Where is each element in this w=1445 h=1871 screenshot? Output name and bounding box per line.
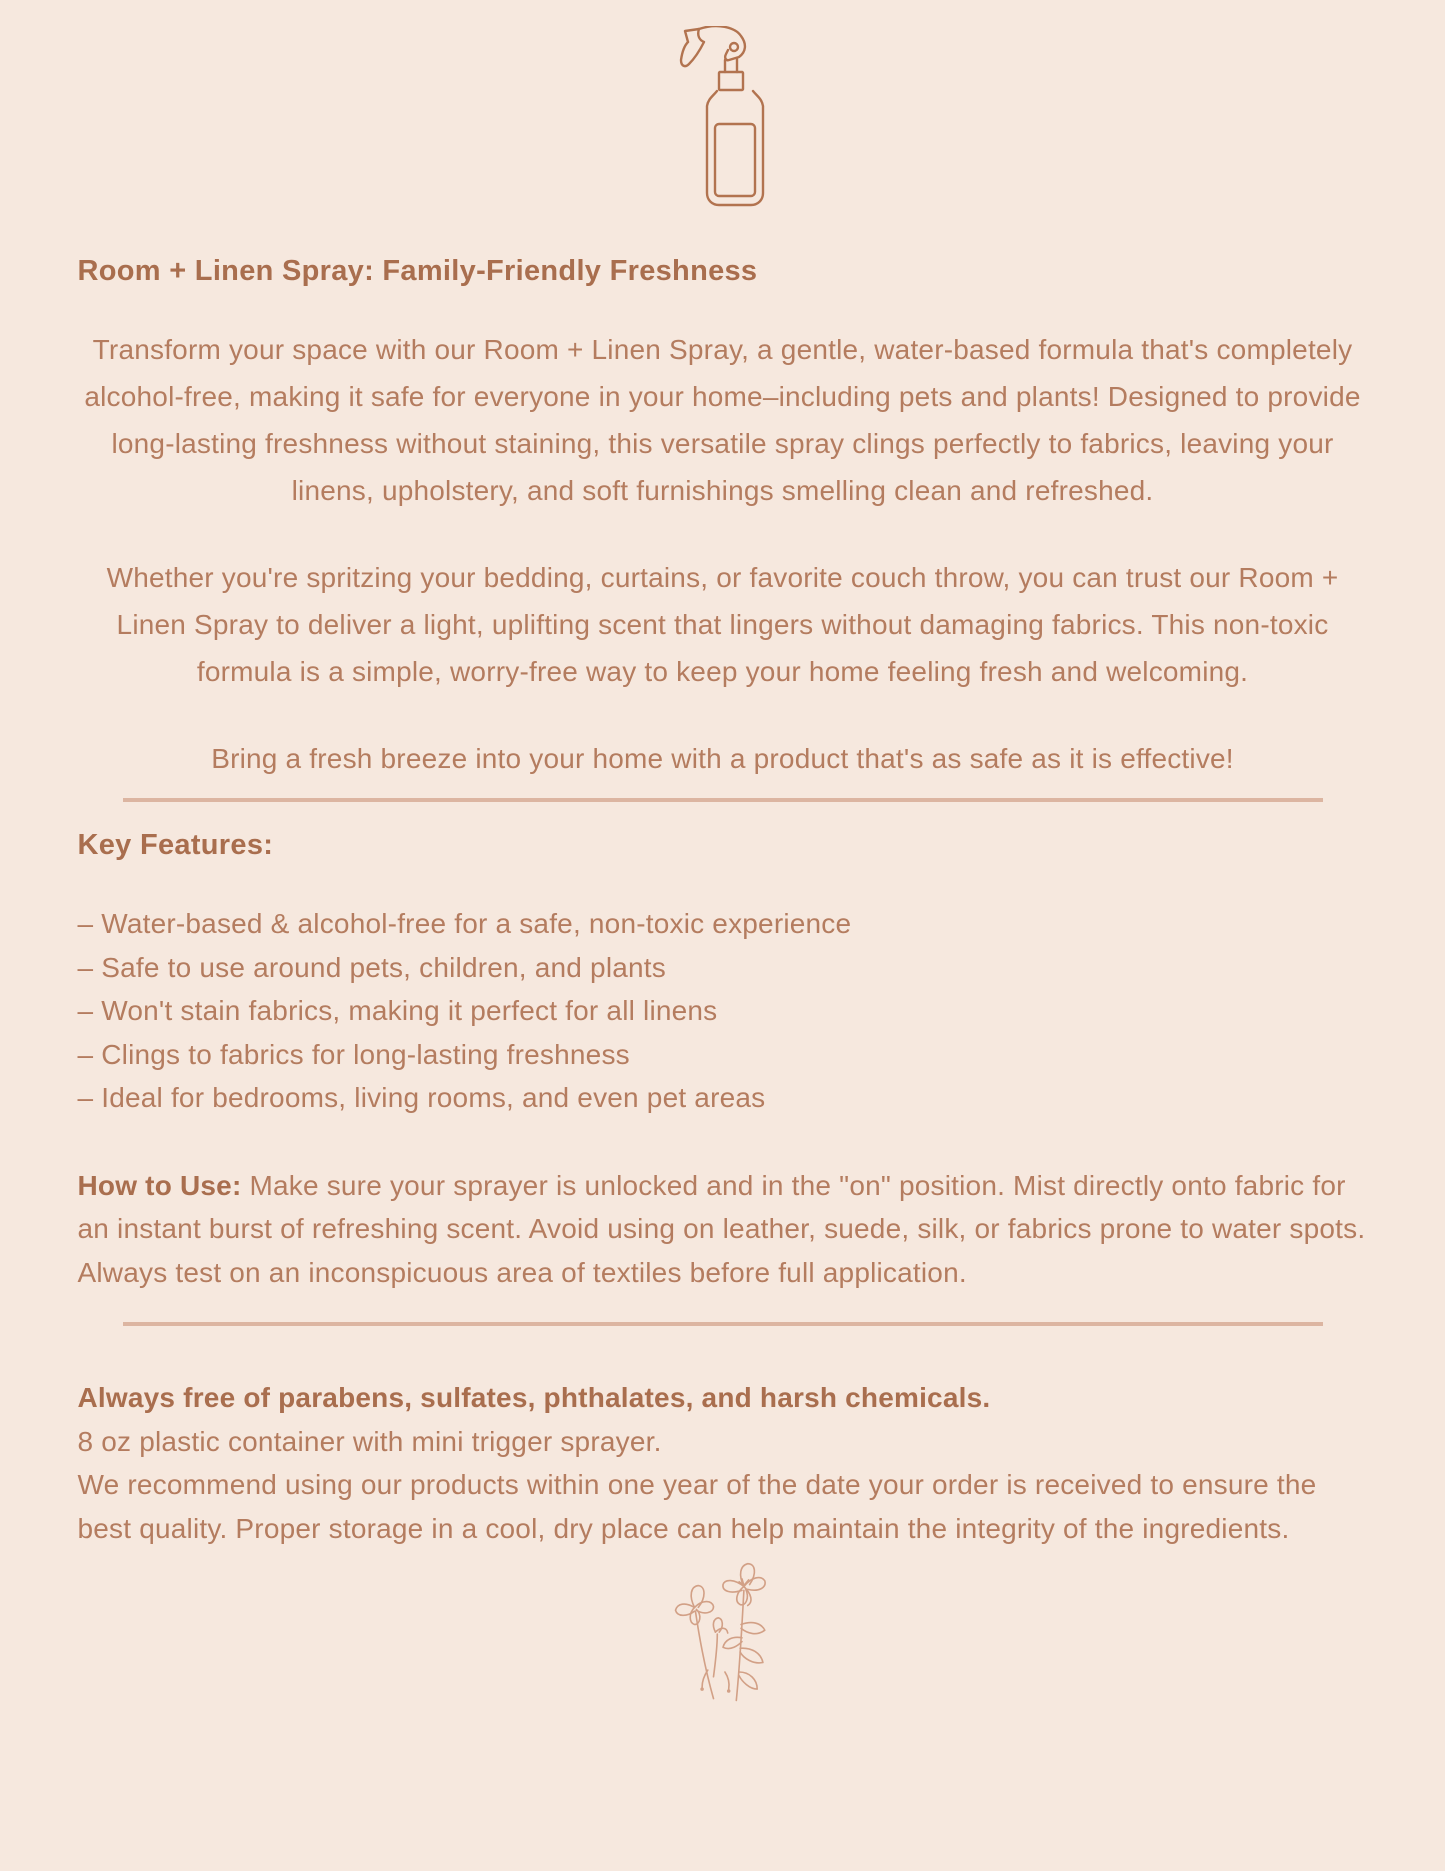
spray-bottle-icon [671, 26, 775, 208]
feature-item: – Safe to use around pets, children, and plants [77, 951, 666, 983]
footer-section [78, 1376, 1368, 1550]
feature-item: – Clings to fabrics for long-lasting freshness [77, 1038, 630, 1070]
feature-item: – Water-based & alcohol-free for a safe, non-toxic experience [77, 908, 852, 939]
free-of-chemicals-line: Always free of parabens, sulfates, phthalates, and harsh chemicals. [77, 1382, 991, 1413]
how-to-use-text: Make sure your sprayer is unlocked and in the "on" position. Mist directly onto fabric for an instant burst of refreshing scent. Avoid using on leather, suede, silk, or fabrics prone to water spots. Always test on an inconspicuous area of textiles before full application. [77, 1169, 1366, 1288]
intro-paragraph-1: Transform your space with our Room + Linen Spray, a gentle, water-based formula that's completely alcohol-free, making it safe for everyone in your home–including pets and plants! Designed to provide long-lasting freshness without staining, this versatile spray clings perfectly to fabrics, leaving your linens, upholstery, and soft furnishings smelling clean and refreshed. [84, 334, 1361, 506]
key-features-list [78, 902, 1368, 1120]
flower-icon [663, 1558, 783, 1710]
how-to-use-paragraph [78, 1164, 1368, 1295]
how-to-use-label: How to Use: [77, 1169, 242, 1201]
page-title: Room + Linen Spray: Family-Friendly Freshness [77, 255, 758, 287]
intro-paragraph-3: Bring a fresh breeze into your home with a product that's as safe as it is effective! [211, 743, 1234, 774]
usage-recommendation-line: We recommend using our products within one year of the date your order is received to ensure the best quality. Proper storage in a cool, dry place can help maintain the integrity of the ingredients. [77, 1469, 1317, 1544]
feature-item: – Ideal for bedrooms, living rooms, and even pet areas [77, 1082, 766, 1113]
divider-top [123, 798, 1323, 802]
key-features-heading: Key Features: [77, 829, 274, 861]
intro-paragraph-2: Whether you're spritzing your bedding, curtains, or favorite couch throw, you can trust our Room + Linen Spray to deliver a light, uplifting scent that lingers without damaging fabrics. This non-toxic formula is a simple, worry-free way to keep your home feeling fresh and welcoming. [106, 562, 1339, 687]
intro-section [78, 326, 1368, 782]
content-column [78, 254, 1368, 1550]
divider-bottom [123, 1322, 1323, 1326]
container-size-line: 8 oz plastic container with mini trigger sprayer. [77, 1425, 662, 1457]
feature-item: – Won't stain fabrics, making it perfect for all linens [77, 995, 718, 1026]
